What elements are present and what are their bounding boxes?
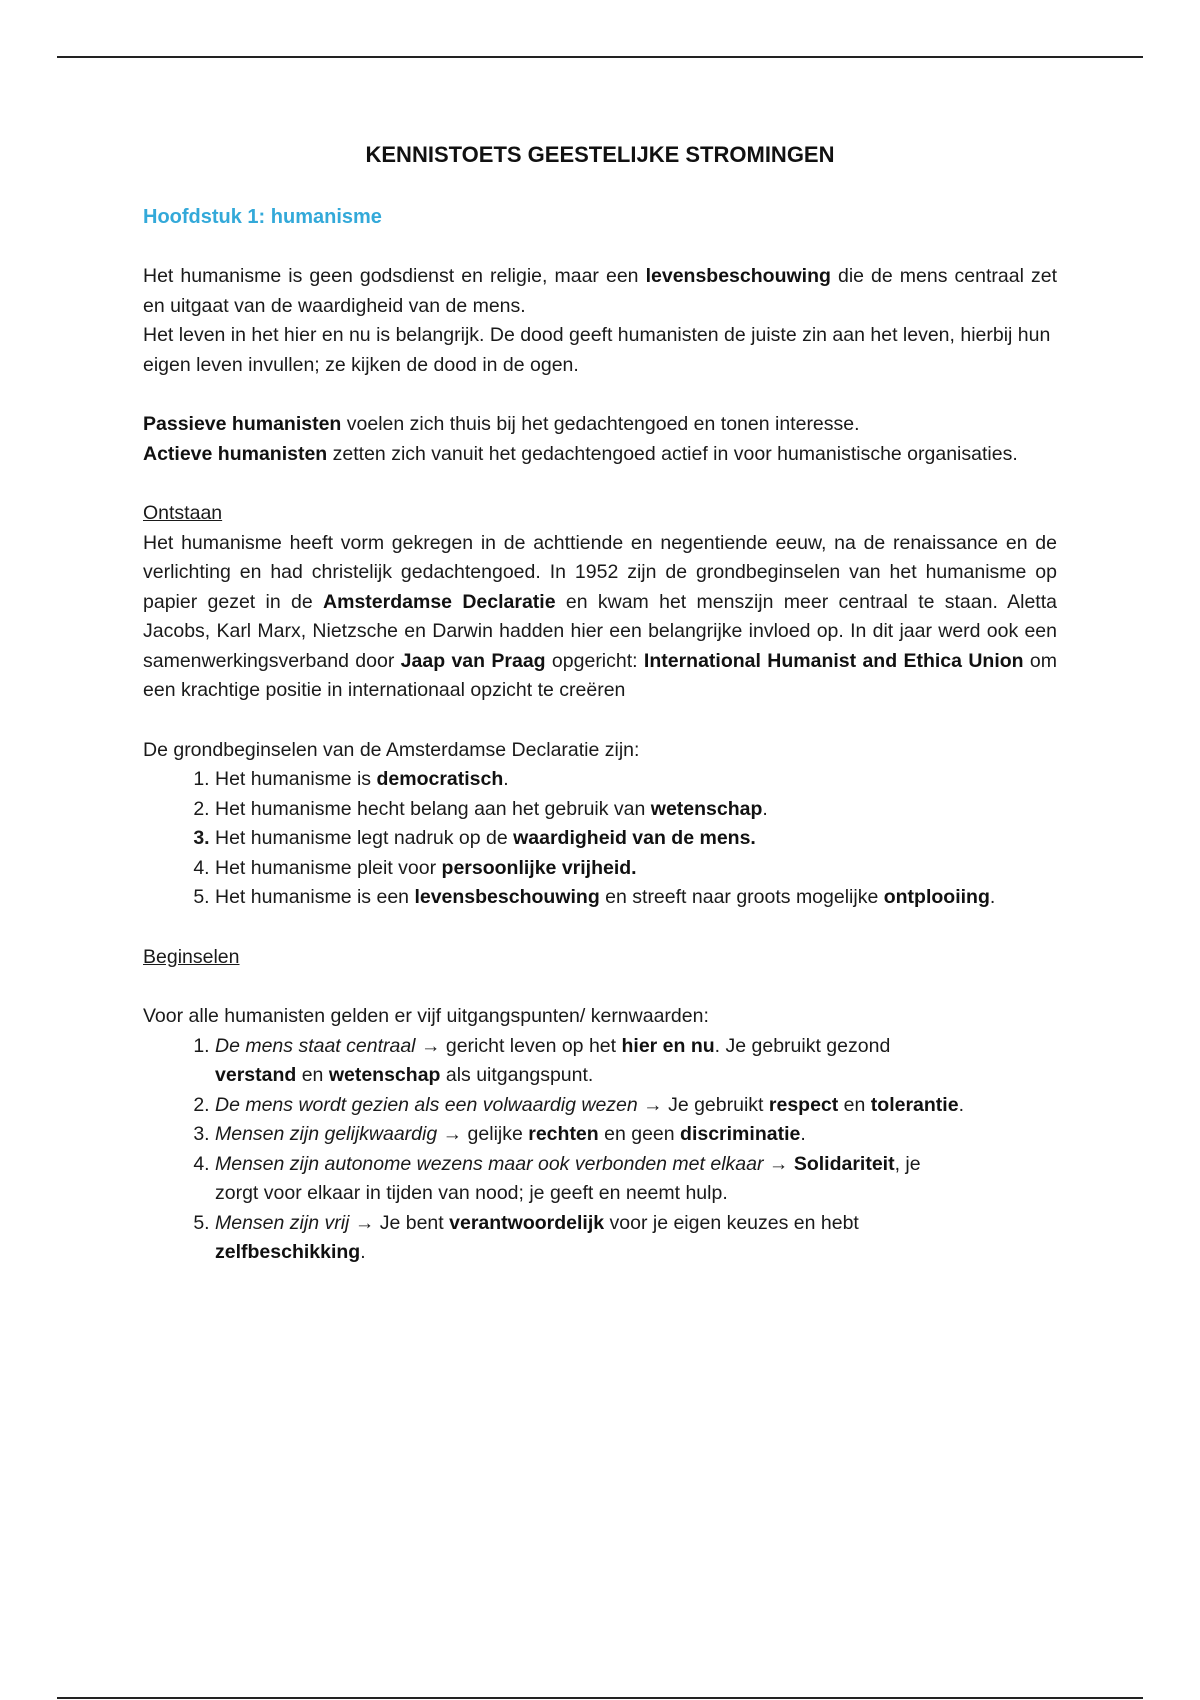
active-humanists: Actieve humanisten zetten zich vanuit het gedachtengoed actief in voor humanistische organisaties. [143, 442, 1018, 465]
document-title: KENNISTOETS GEESTELIJKE STROMINGEN [365, 142, 835, 167]
list-item: 4. Mensen zijn autonome wezens maar ook verbonden met elkaar → Solidariteit, je zorgt voor elkaar in tijden van nood; je geeft en neemt hulp. [215, 1150, 947, 1209]
list-item: 5. Het humanisme is een levensbeschouwing en streeft naar groots mogelijke ontplooiing. [215, 883, 1057, 913]
arrow-right-icon: → [420, 1034, 441, 1057]
beginselen-list [143, 1032, 1057, 1268]
list-item: 3. Het humanisme legt nadruk op de waardigheid van de mens. [215, 824, 1057, 854]
chapter-heading: Hoofdstuk 1: humanisme [143, 206, 382, 228]
list-item: 2. De mens wordt gezien als een volwaardig wezen → Je gebruikt respect en tolerantie. [215, 1091, 1057, 1121]
ontstaan-paragraph: Het humanisme heeft vorm gekregen in de achttiende en negentiende eeuw, na de renaissance en de verlichting en had christelijk gedachtengoed. In 1952 zijn de grondbeginselen van het humanisme op papier gezet in de Amsterdamse Declaratie en kwam het menszijn meer centraal te staan. Aletta Jacobs, Karl Marx, Nietzsche en Darwin hadden hier een belangrijke invloed op. In dit jaar werd ook een samenwerkingsverband door Jaap van Praag opgericht: International Humanist and Ethica Union om een krachtige positie in internationaal opzicht te creëren [143, 531, 1057, 701]
intro-paragraph: Het humanisme is geen godsdienst en religie, maar een levensbeschouwing die de mens centraal zet en uitgaat van de waardigheid van de mens. [143, 265, 1058, 317]
section-heading-ontstaan: Ontstaan [143, 502, 223, 524]
list-item: 1. Het humanisme is democratisch. [215, 765, 1057, 795]
section-heading-beginselen: Beginselen [143, 945, 240, 968]
declaratie-list [143, 765, 1057, 913]
beginselen-intro: Voor alle humanisten gelden er vijf uitgangspunten/ kernwaarden: [143, 1005, 709, 1027]
list-item: 5. Mensen zijn vrij → Je bent verantwoordelijk voor je eigen keuzes en hebt zelfbeschikking. [215, 1209, 947, 1268]
list-item: 2. Het humanisme hecht belang aan het gebruik van wetenschap. [215, 795, 1057, 825]
document-body [143, 140, 1057, 1268]
arrow-right-icon: → [643, 1093, 663, 1116]
arrow-right-icon: → [768, 1152, 789, 1175]
list-item: 4. Het humanisme pleit voor persoonlijke vrijheid. [215, 854, 1057, 884]
arrow-right-icon: → [442, 1123, 463, 1145]
footer-rule [57, 1697, 1143, 1699]
arrow-right-icon: → [354, 1211, 375, 1234]
header-rule [57, 56, 1143, 58]
passive-humanists: Passieve humanisten voelen zich thuis bij het gedachtengoed en tonen interesse. [143, 413, 860, 435]
intro-paragraph-2: Het leven in het hier en nu is belangrijk. De dood geeft humanisten de juiste zin aan het leven, hierbij hun eigen leven invullen; ze kijken de dood in de ogen. [143, 324, 1051, 376]
declaratie-intro: De grondbeginselen van de Amsterdamse Declaratie zijn: [143, 738, 640, 761]
list-item: 1. De mens staat centraal → gericht leven op het hier en nu. Je gebruikt gezond verstand en wetenschap als uitgangspunt. [215, 1032, 947, 1091]
list-item: 3. Mensen zijn gelijkwaardig → gelijke rechten en geen discriminatie. [215, 1120, 947, 1150]
